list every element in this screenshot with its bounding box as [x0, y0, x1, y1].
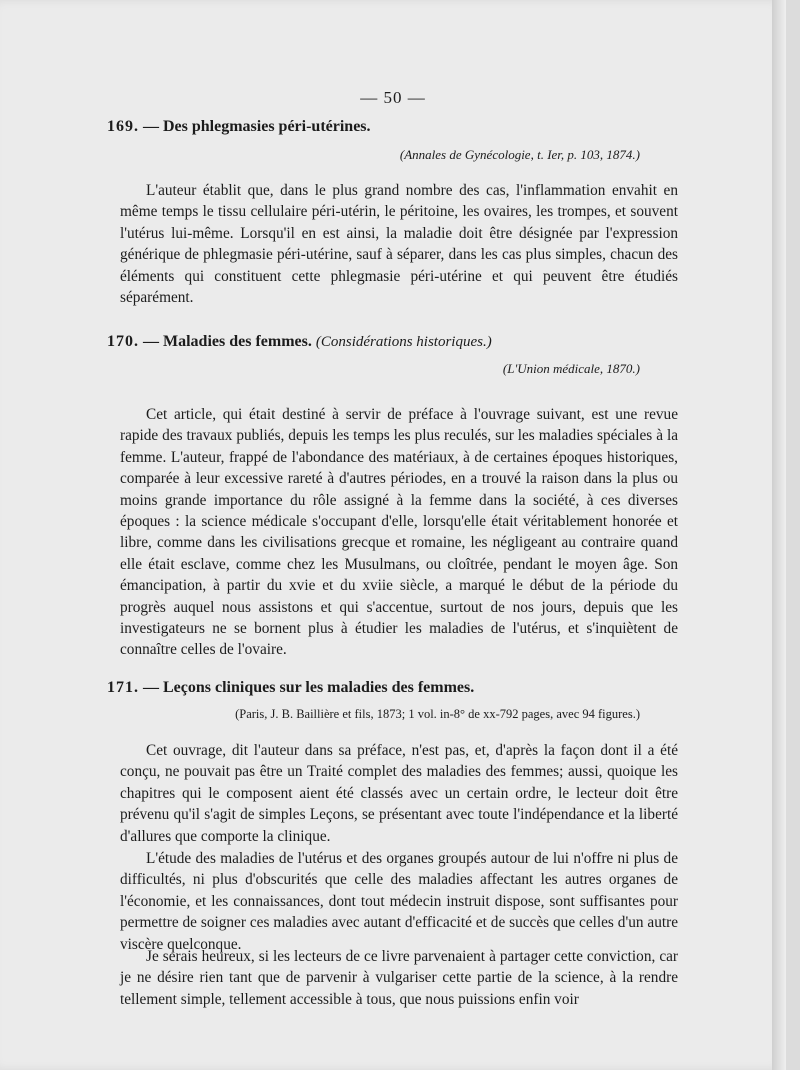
section-subtitle: (Considérations historiques.) — [315, 334, 492, 350]
page-edge — [772, 0, 786, 1070]
section-170-paragraph: Cet article, qui était destiné à servir de préface à l'ouvrage suivant, est une revue rapide des travaux publiés, depuis les temps les plus reculés, sur les maladies spéciales à la femme. L'auteur, frappé de l'abondance des matériaux, à de certaines époques historiques, comparée à leur excessive rareté à d'autres périodes, en a trouvé la raison dans la plus ou moins grande importance du rôle assigné à la femme dans la société, à ces diverses époques : la science médicale s'occupant d'elle, lorsqu'elle était véritablement honorée et libre, comme dans les civilisations grecque et romaine, les négligeant au contraire quand elle était esclave, comme chez les Musulmans, ou cloîtrée, pendant le moyen âge. Son émancipation, à partir du xvie et du xviie siècle, a marqué le début de la période du progrès auquel nous assistons et qui s'accentue, surtout de nos jours, depuis que les investigateurs ne se bornent plus à étudier les maladies de l'utérus, et s'inquiètent de connaître celles de l'ovaire. — [120, 406, 678, 659]
section-171-source: (Paris, J. B. Baillière et fils, 1873; 1 vol. in-8° de xx-792 pages, avec 94 figures.) — [235, 707, 640, 721]
section-169-paragraph: L'auteur établit que, dans le plus grand nombre des cas, l'inflammation envahit en même temps le tissu cellulaire péri-utérin, le péritoine, les ovaires, les trompes, et souvent l'utérus lui-même. Lorsqu'il en est ainsi, la maladie doit être désignée par l'expression générique de phlegmasie péri-utérine, sauf à séparer, dans les cas plus simples, chacun des éléments qui constituent cette phlegmasie péri-utérine et qui peuvent être étudiés séparément. — [120, 182, 678, 307]
section-171-paragraph-2: L'étude des maladies de l'utérus et des organes groupés autour de lui n'offre ni plus de difficultés, ni plus d'obscurités que celle des maladies affectant les autres organes de l'économie, et les connaissances, dont tout médecin instruit dispose, sont suffisantes pour permettre de soigner ces maladies avec autant d'efficacité et de succès que celles d'un autre viscère quelconque. — [120, 850, 678, 953]
section-number: 171. — [107, 679, 139, 696]
section-number: 170. — [107, 333, 139, 350]
page-number: — 50 — — [360, 88, 426, 107]
section-title: — Leçons cliniques sur les maladies des femmes. — [143, 679, 475, 696]
section-171-paragraph-3: Je serais heureux, si les lecteurs de ce livre parvenaient à partager cette conviction, car je ne désire rien tant que de parvenir à vulgariser cette partie de la science, à la rendre tellement simple, tellement accessible à tous, que nous puissions enfin voir — [120, 948, 678, 1008]
section-169-heading — [107, 118, 371, 136]
section-170-source: (L'Union médicale, 1870.) — [502, 361, 640, 376]
section-170-heading — [107, 333, 492, 351]
section-title: — Maladies des femmes. — [143, 333, 312, 350]
section-169-source: (Annales de Gynécologie, t. Ier, p. 103, 1874.) — [399, 147, 640, 162]
section-171-heading — [107, 679, 474, 697]
section-number: 169. — [107, 118, 139, 135]
section-171-paragraph-1: Cet ouvrage, dit l'auteur dans sa préface, n'est pas, et, d'après la façon dont il a été conçu, ne pouvait pas être un Traité complet des maladies des femmes; aussi, quoique les chapitres qui le composent aient été classés avec un certain ordre, le lecteur doit être prévenu qu'il s'agit de simples Leçons, se présentant avec toute l'indépendance et la liberté d'allures que comporte la clinique. — [120, 742, 678, 845]
section-title: — Des phlegmasies péri-utérines. — [143, 118, 371, 135]
